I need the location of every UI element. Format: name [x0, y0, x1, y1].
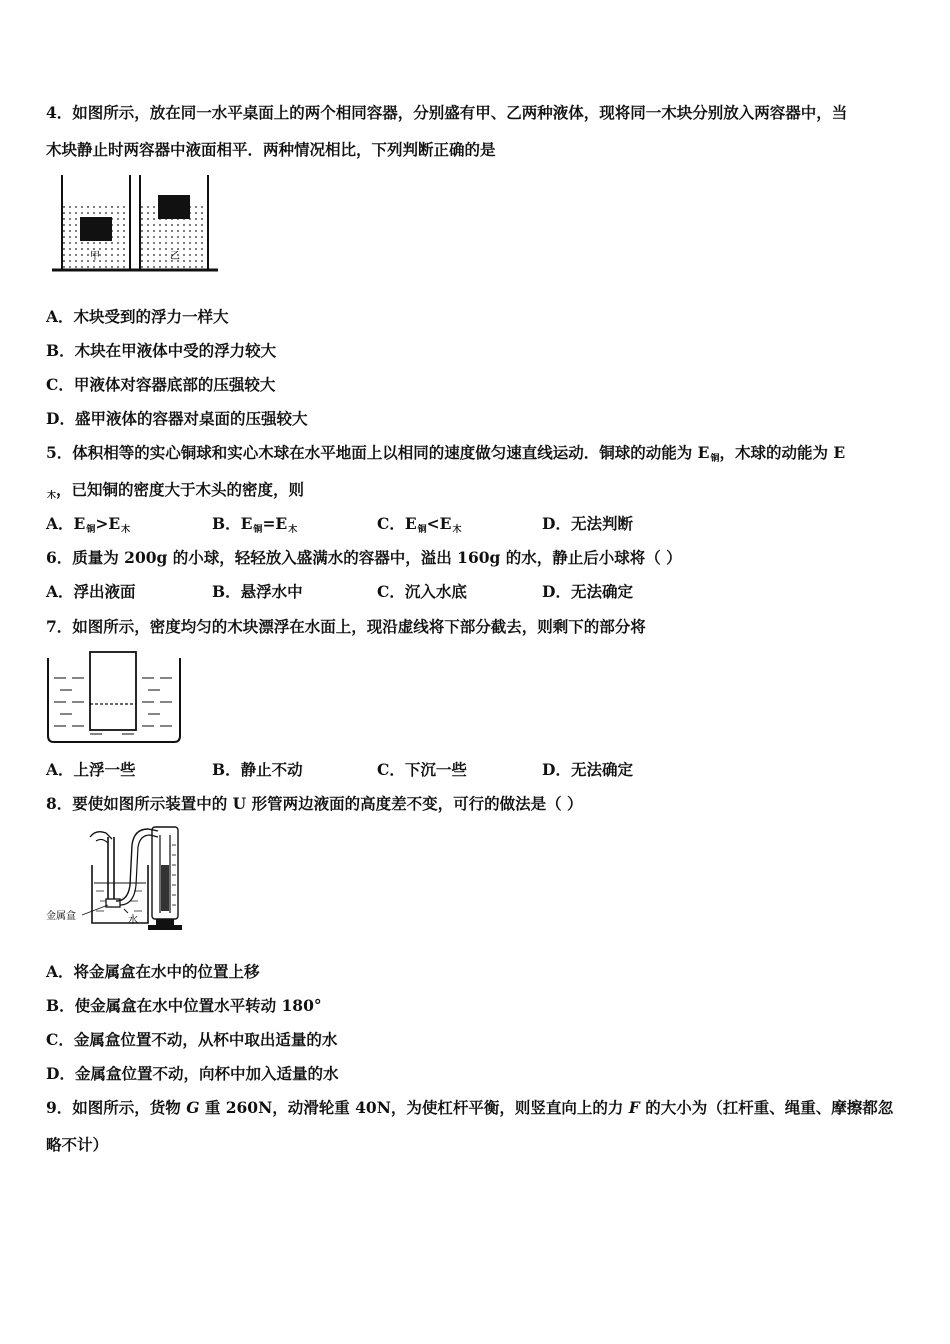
- q5-option-b-sub2: 木: [288, 525, 298, 535]
- q5-stem-line2: [46, 480, 304, 503]
- q7-option-b: B．静止不动: [212, 760, 303, 779]
- q5-option-b: [212, 514, 297, 537]
- q8-fig-label-metal-box: 金属盒: [46, 911, 76, 922]
- q5-option-c-text: C．E: [377, 514, 417, 533]
- q4-option-b: B．木块在甲液体中受的浮力较大: [46, 341, 277, 360]
- q9-text-c: 的大小为（扛杆重、绳重、摩擦都忽: [639, 1098, 894, 1117]
- q5-option-d: D．无法判断: [542, 514, 633, 533]
- q9-var-f: F: [628, 1098, 640, 1117]
- q5-option-a: [46, 514, 130, 537]
- q9-var-g: G: [186, 1098, 200, 1117]
- q5-sub-wood: 木: [47, 491, 57, 501]
- q5-option-b-sub1: 铜: [253, 525, 263, 535]
- q7-figure-floating-block: [44, 650, 184, 745]
- q4-fig-label-yi: 乙: [170, 251, 180, 262]
- q5-stem-text-c: ，已知铜的密度大于木头的密度，则: [56, 480, 305, 499]
- q6-stem: 6．质量为 200g 的小球，轻轻放入盛满水的容器中，溢出 160g 的水，静止后小球将（ ）: [46, 548, 682, 567]
- q4-option-d: D．盛甲液体的容器对桌面的压强较大: [46, 409, 308, 428]
- q9-text-b: 重 260N，动滑轮重 40N，为使杠杆平衡，则竖直向上的力: [199, 1098, 629, 1117]
- q8-option-c: C．金属盒位置不动，从杯中取出适量的水: [46, 1030, 338, 1049]
- q4-stem-line2: 木块静止时两容器中液面相平．两种情况相比，下列判断正确的是: [46, 140, 496, 159]
- q5-stem-text-a: 5．体积相等的实心铜球和实心木球在水平地面上以相同的速度做匀速直线运动．铜球的动能为 E: [46, 443, 710, 462]
- q4-fig-label-jia: 甲: [90, 251, 100, 262]
- q4-figure-two-containers: [50, 175, 220, 280]
- q5-option-a-mid: >E: [95, 514, 121, 533]
- q4-option-c: C．甲液体对容器底部的压强较大: [46, 375, 276, 394]
- q6-option-c: C．沉入水底: [377, 582, 467, 601]
- q7-option-d: D．无法确定: [542, 760, 633, 779]
- q6-option-d: D．无法确定: [542, 582, 633, 601]
- q6-option-a: A．浮出液面: [46, 582, 136, 601]
- q9-text-a: 9．如图所示，货物: [46, 1098, 187, 1117]
- q5-option-a-sub1: 铜: [86, 525, 96, 535]
- q9-stem-line2: 略不计）: [46, 1135, 109, 1154]
- q8-option-b: B．使金属盒在水中位置水平转动 180°: [46, 996, 322, 1015]
- q7-option-c: C．下沉一些: [377, 760, 467, 779]
- q8-fig-label-water: 水: [128, 915, 138, 926]
- q4-stem-line1: 4．如图所示，放在同一水平桌面上的两个相同容器，分别盛有甲、乙两种液体，现将同一木块分别放入两容器中，当: [46, 103, 848, 122]
- q8-figure-u-tube-manometer: [44, 825, 189, 935]
- q5-stem-line1: [46, 443, 845, 466]
- q5-option-c: [377, 514, 462, 537]
- q5-option-c-sub2: 木: [452, 525, 462, 535]
- q5-stem-text-b: ，木球的动能为 E: [719, 443, 846, 462]
- q8-stem: 8．要使如图所示装置中的 U 形管两边液面的高度差不变，可行的做法是（ ）: [46, 794, 583, 813]
- q7-stem: 7．如图所示，密度均匀的木块漂浮在水面上，现沿虚线将下部分截去，则剩下的部分将: [46, 617, 646, 636]
- q5-option-b-mid: =E: [262, 514, 288, 533]
- q4-option-a: A．木块受到的浮力一样大: [46, 307, 229, 326]
- q9-stem-line1: [46, 1098, 893, 1118]
- q5-sub-copper: 铜: [710, 454, 720, 464]
- q8-option-a: A．将金属盒在水中的位置上移: [46, 962, 260, 981]
- q7-option-a: A．上浮一些: [46, 760, 136, 779]
- q5-option-a-text: A．E: [46, 514, 86, 533]
- q8-option-d: D．金属盒位置不动，向杯中加入适量的水: [46, 1064, 339, 1083]
- q5-option-b-text: B．E: [212, 514, 253, 533]
- q5-option-c-sub1: 铜: [417, 525, 427, 535]
- q5-option-a-sub2: 木: [121, 525, 131, 535]
- q6-option-b: B．悬浮水中: [212, 582, 303, 601]
- q5-option-c-mid: <E: [426, 514, 452, 533]
